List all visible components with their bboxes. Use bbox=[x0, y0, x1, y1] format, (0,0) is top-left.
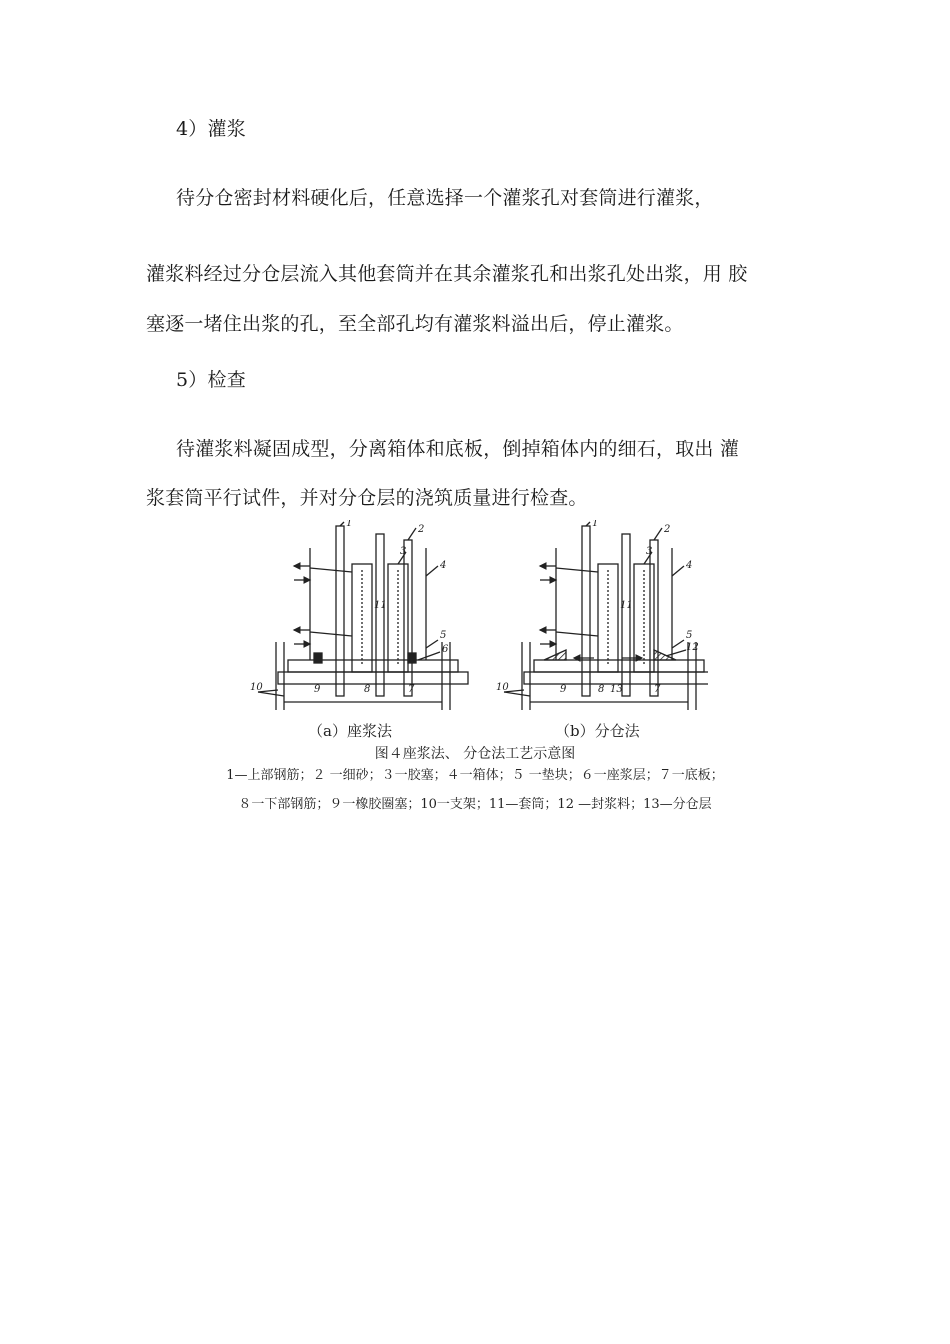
label-b-7: 7 bbox=[654, 684, 661, 695]
label-b-4: 4 bbox=[686, 560, 693, 571]
label-b-12: 12 bbox=[686, 642, 699, 653]
diagram-a bbox=[258, 522, 468, 710]
label-a-1: 1 bbox=[346, 520, 353, 529]
label-b-13: 13 bbox=[610, 684, 623, 695]
label-a-4: 4 bbox=[440, 560, 447, 571]
diagram-b bbox=[504, 522, 708, 710]
label-a-3: 3 bbox=[400, 546, 407, 557]
label-a-5: 5 bbox=[440, 630, 447, 641]
label-b-3: 3 bbox=[646, 546, 653, 557]
figure-legend-line-2: ８一下部钢筋；９一橡胶圈塞；10一支架；11—套筒；12 —封浆料；13—分仓层 bbox=[238, 797, 712, 812]
label-a-6: 6 bbox=[442, 644, 449, 655]
section-inspection-line-2: 浆套筒平行试件，并对分仓层的浇筑质量进行检查。 bbox=[146, 487, 588, 509]
figure-sublabel-a: （a）座浆法 bbox=[308, 722, 392, 740]
label-b-10: 10 bbox=[496, 682, 509, 693]
figure-legend-line-1: 1—上部钢筋；２ 一细砂；３一胶塞；４一箱体；５ 一垫块；６一座浆层；７一底板； bbox=[226, 768, 724, 783]
section-grouting-line-2: 灌浆料经过分仓层流入其他套筒并在其余灌浆孔和出浆孔处出浆，用 胶 bbox=[146, 263, 748, 285]
label-b-5: 5 bbox=[686, 630, 693, 641]
label-b-1: 1 bbox=[592, 520, 599, 529]
label-b-9: 9 bbox=[560, 684, 567, 695]
diagram-a-labels bbox=[250, 520, 449, 695]
figure-caption: 图４座浆法、 分仓法工艺示意图 bbox=[374, 746, 576, 762]
label-a-7: 7 bbox=[408, 684, 415, 695]
section-grouting-line-1: 待分仓密封材料硬化后，任意选择一个灌浆孔对套筒进行灌浆， bbox=[176, 187, 714, 209]
section-grouting-line-3: 塞逐一堵住出浆的孔，至全部孔均有灌浆料溢出后，停止灌浆。 bbox=[146, 313, 684, 335]
section-grouting-heading: 4）灌浆 bbox=[176, 118, 246, 140]
label-a-9: 9 bbox=[314, 684, 321, 695]
label-a-2: 2 bbox=[418, 524, 425, 535]
label-a-10: 10 bbox=[250, 682, 263, 693]
process-figure bbox=[248, 520, 708, 730]
label-a-8: 8 bbox=[364, 684, 371, 695]
figure-sublabel-b: （b）分仓法 bbox=[555, 722, 640, 740]
label-a-11: 11 bbox=[374, 600, 387, 611]
label-b-8: 8 bbox=[598, 684, 605, 695]
process-diagram bbox=[248, 520, 708, 730]
section-inspection-line-1: 待灌浆料凝固成型，分离箱体和底板，倒掉箱体内的细石，取出 灌 bbox=[176, 438, 740, 460]
section-inspection-heading: 5）检查 bbox=[176, 369, 246, 391]
label-b-2: 2 bbox=[664, 524, 671, 535]
label-b-11: 11 bbox=[620, 600, 633, 611]
